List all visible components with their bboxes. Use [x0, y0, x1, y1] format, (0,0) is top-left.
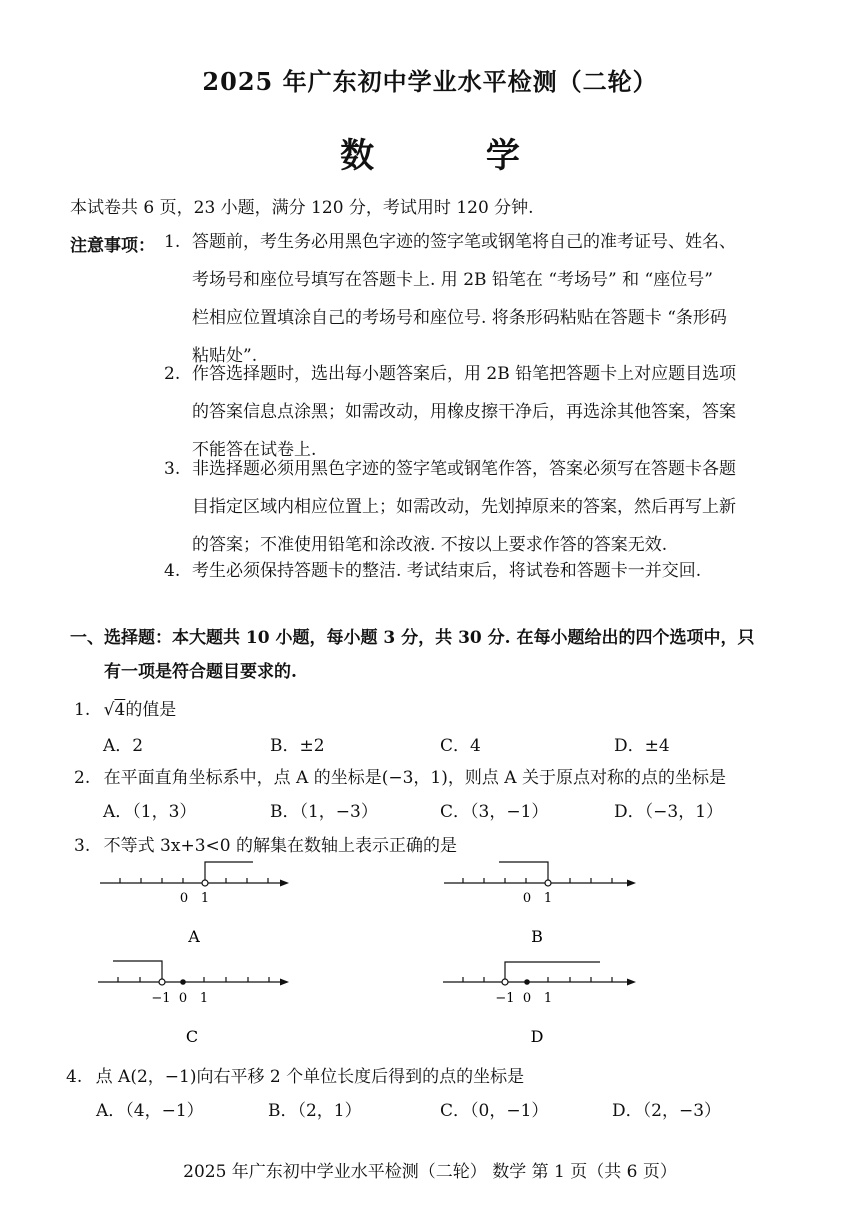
number-line-d — [443, 962, 636, 1046]
notice-line: 作答选择题时，选出每小题答案后，用 2B 铅笔把答题卡上对应题目选项 — [192, 364, 737, 384]
tick-label: −1 — [151, 991, 171, 1006]
number-line-figures — [0, 850, 860, 1060]
sqrt-icon: √4 — [103, 700, 126, 720]
section-heading-line1: 一、选择题：本大题共 10 小题，每小题 3 分，共 30 分. 在每小题给出的四个选项中，只 — [70, 628, 755, 648]
tick-label: −1 — [495, 991, 515, 1006]
notice-line: 考生必须保持答题卡的整洁. 考试结束后，将试卷和答题卡一并交回. — [192, 561, 702, 581]
option-d: D．（−3，1） — [614, 802, 724, 822]
notice-item-number: 3. — [164, 459, 181, 479]
tick-label: 0 — [179, 891, 189, 906]
question-number: 4. — [66, 1067, 83, 1087]
exam-intro: 本试卷共 6 页，23 小题，满分 120 分，考试用时 120 分钟. — [70, 198, 534, 218]
option-c: C．4 — [440, 736, 481, 756]
question-stem: 点 A(2，−1)向右平移 2 个单位长度后得到的点的坐标是 — [95, 1067, 525, 1087]
notice-item-number: 4. — [164, 561, 181, 581]
tick-label: 1 — [200, 891, 210, 906]
number-line-b — [444, 862, 636, 946]
option-a: A．（1，3） — [103, 802, 197, 822]
question-number: 3. — [74, 836, 91, 856]
tick-label: 0 — [178, 991, 188, 1006]
figure-label-b: B — [531, 927, 543, 946]
tick-label: 1 — [543, 891, 553, 906]
tick-label: 0 — [522, 991, 532, 1006]
notice-line: 粘贴处”. — [192, 346, 258, 366]
tick-label: 1 — [199, 991, 209, 1006]
notice-line: 栏相应位置填涂自己的考场号和座位号. 将条形码粘贴在答题卡 “条形码 — [192, 308, 727, 328]
notice-line: 不能答在试卷上. — [192, 440, 317, 460]
notice-line: 目指定区域内相应位置上；如需改动，先划掉原来的答案，然后再写上新 — [192, 497, 736, 517]
question-stem: 在平面直角坐标系中，点 A 的坐标是(−3，1)，则点 A 关于原点对称的点的坐标是 — [103, 768, 726, 788]
question-stem: 不等式 3x+3<0 的解集在数轴上表示正确的是 — [103, 836, 457, 856]
number-line-c — [98, 961, 289, 1046]
option-d: D．±4 — [614, 736, 670, 756]
number-line-a — [100, 862, 289, 946]
tick-label: 0 — [522, 891, 532, 906]
question-number: 2. — [74, 768, 91, 788]
notice-line: 的答案信息点涂黑；如需改动，用橡皮擦干净后，再选涂其他答案，答案 — [192, 402, 736, 422]
figure-label-a: A — [188, 927, 200, 946]
notice-line: 考场号和座位号填写在答题卡上. 用 2B 铅笔在 “考场号” 和 “座位号” — [192, 270, 713, 290]
notice-line: 的答案；不准使用铅笔和涂改液. 不按以上要求作答的答案无效. — [192, 535, 668, 555]
option-b: B．（2，1） — [268, 1101, 362, 1121]
tick-label: 1 — [543, 991, 553, 1006]
question-stem: 的值是 — [125, 700, 177, 720]
question-number: 1. — [74, 700, 91, 720]
notice-item-number: 1. — [164, 232, 181, 252]
notice-label: 注意事项： — [70, 236, 155, 256]
radicand: 4 — [114, 700, 126, 720]
notice-line: 答题前，考生务必用黑色字迹的签字笔或钢笔将自己的准考证号、姓名、 — [192, 232, 736, 252]
option-b: B．±2 — [270, 736, 325, 756]
notice-item-number: 2. — [164, 364, 181, 384]
exam-title: 2025 年广东初中学业水平检测（二轮） — [202, 67, 658, 96]
option-b: B．（1，−3） — [270, 802, 378, 822]
notice-line: 非选择题必须用黑色字迹的签字笔或钢笔作答，答案必须写在答题卡各题 — [192, 459, 736, 479]
option-d: D．（2，−3） — [612, 1101, 722, 1121]
section-heading-line2: 有一项是符合题目要求的. — [104, 662, 297, 682]
option-c: C．（0，−1） — [440, 1101, 549, 1121]
figure-label-d: D — [530, 1027, 544, 1046]
subject-title: 数 学 — [340, 136, 570, 176]
question-2 — [74, 763, 726, 788]
question-1 — [74, 695, 176, 720]
question-4 — [66, 1062, 524, 1087]
figure-label-c: C — [185, 1027, 199, 1046]
option-c: C．（3，−1） — [440, 802, 549, 822]
option-a: A．2 — [103, 736, 144, 756]
page-footer: 2025 年广东初中学业水平检测（二轮） 数学 第 1 页（共 6 页） — [183, 1162, 677, 1182]
option-a: A．（4，−1） — [96, 1101, 204, 1121]
